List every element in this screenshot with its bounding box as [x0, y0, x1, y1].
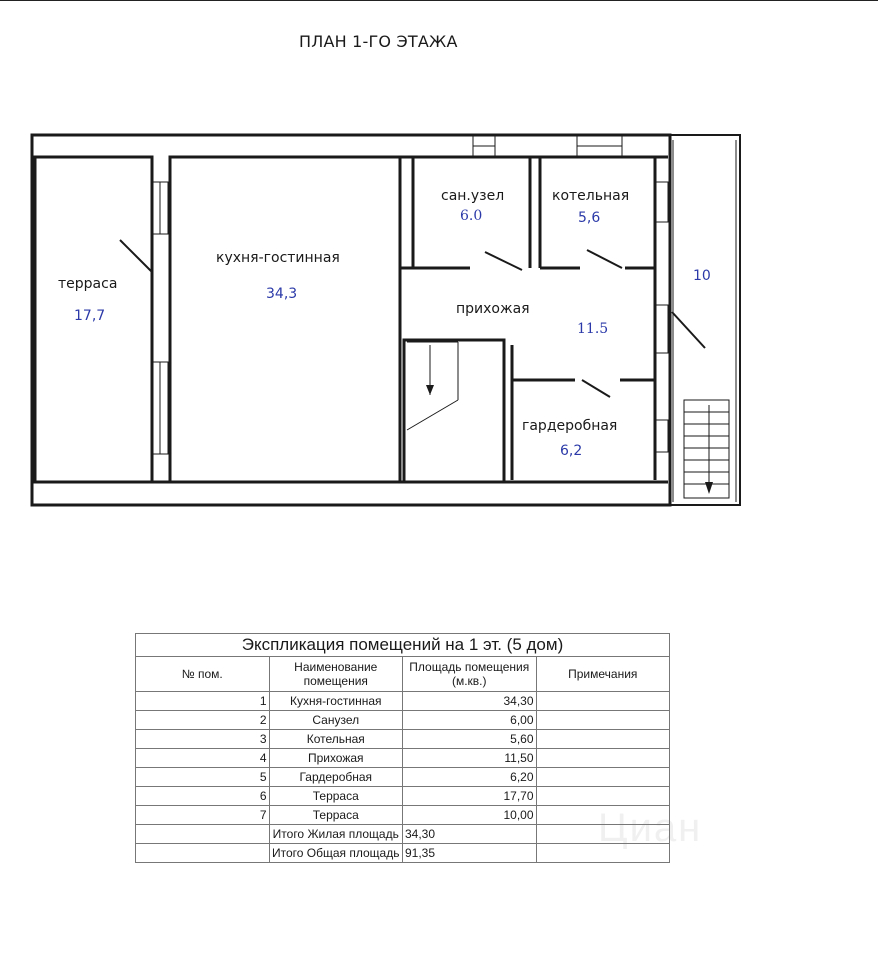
total-row	[136, 825, 670, 844]
total-general-value: 91,35	[403, 844, 537, 863]
cell-area: 10,00	[403, 806, 537, 825]
table-row	[136, 806, 670, 825]
cell-name: Терраса	[269, 787, 403, 806]
watermark: Циан	[598, 806, 703, 850]
room-label-terrace: терраса	[58, 276, 118, 292]
room-area-wardrobe: 6,2	[560, 443, 583, 459]
plan-title: ПЛАН 1-ГО ЭТАЖА	[299, 32, 458, 51]
cell-notes	[536, 806, 670, 825]
room-area-hallway: 11.5	[577, 321, 609, 337]
cell-notes	[536, 749, 670, 768]
cell-area: 17,70	[403, 787, 537, 806]
table-caption: Экспликация помещений на 1 эт. (5 дом)	[136, 634, 670, 657]
table-row	[136, 711, 670, 730]
cell-notes	[536, 692, 670, 711]
room-area-terrace: 17,7	[74, 308, 106, 324]
explication-table	[135, 633, 670, 863]
table-row	[136, 787, 670, 806]
room-label-kitchen: кухня-гостинная	[216, 250, 340, 266]
cell-name: Терраса	[269, 806, 403, 825]
cell-no: 6	[136, 787, 270, 806]
total-general-label: Итого Общая площадь	[269, 844, 403, 863]
header-no: № пом.	[136, 657, 270, 692]
room-area-annex: 10	[693, 268, 711, 284]
wardrobe-door	[582, 380, 610, 397]
room-label-wardrobe: гардеробная	[522, 418, 618, 434]
table-row	[136, 749, 670, 768]
cell-name: Кухня-гостинная	[269, 692, 403, 711]
cell-name: Санузел	[269, 711, 403, 730]
cell-no: 1	[136, 692, 270, 711]
cell-no: 2	[136, 711, 270, 730]
cell-name: Котельная	[269, 730, 403, 749]
annex-door	[672, 312, 705, 348]
total-row	[136, 844, 670, 863]
room-area-boiler: 5,6	[578, 210, 601, 226]
total-living-value: 34,30	[403, 825, 537, 844]
header-name: Наименование помещения	[269, 657, 403, 692]
cell-notes	[536, 730, 670, 749]
room-area-kitchen: 34,3	[266, 286, 298, 302]
room-label-bathroom: сан.узел	[441, 188, 505, 204]
bathroom-door	[485, 252, 522, 270]
cell-notes	[536, 768, 670, 787]
cell-notes	[536, 787, 670, 806]
cell-area: 6,00	[403, 711, 537, 730]
header-notes: Примечания	[536, 657, 670, 692]
cell-area: 5,60	[403, 730, 537, 749]
room-area-bathroom: 6.0	[460, 208, 483, 224]
cell-notes	[536, 711, 670, 730]
header-area: Площадь помещения (м.кв.)	[403, 657, 537, 692]
table-row	[136, 692, 670, 711]
total-living-label: Итого Жилая площадь	[269, 825, 403, 844]
cell-no: 7	[136, 806, 270, 825]
cell-no: 5	[136, 768, 270, 787]
stair-box	[404, 340, 504, 482]
table-row	[136, 730, 670, 749]
cell-area: 11,50	[403, 749, 537, 768]
cell-area: 6,20	[403, 768, 537, 787]
boiler-room-door	[587, 250, 622, 268]
cell-no: 4	[136, 749, 270, 768]
room-label-hallway: прихожая	[456, 301, 530, 317]
table-row	[136, 768, 670, 787]
room-label-boiler: котельная	[552, 188, 630, 204]
terrace-door	[120, 240, 152, 272]
kitchen-wall	[170, 157, 400, 482]
cell-no: 3	[136, 730, 270, 749]
cell-name: Прихожая	[269, 749, 403, 768]
cell-area: 34,30	[403, 692, 537, 711]
cell-name: Гардеробная	[269, 768, 403, 787]
